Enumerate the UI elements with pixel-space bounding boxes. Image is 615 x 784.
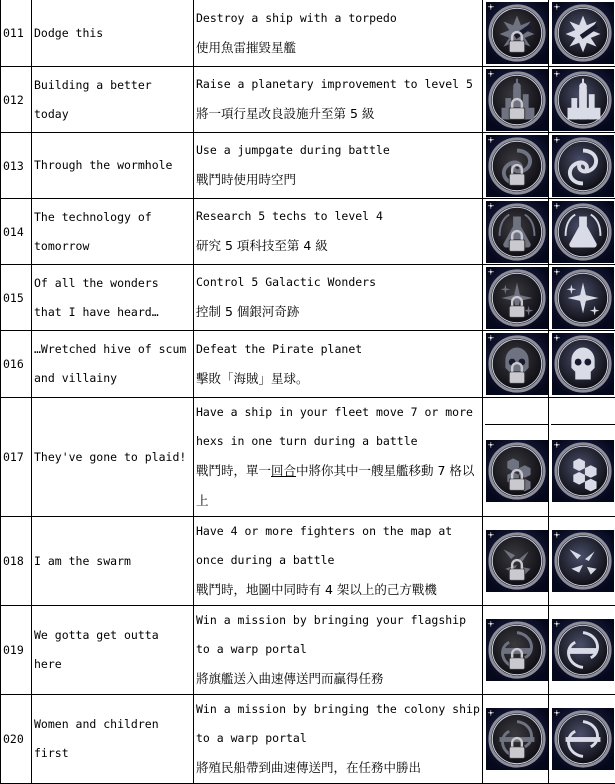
description-chinese: 將殖民船帶到曲速傳送門，在任務中勝出	[196, 760, 421, 775]
description-english: Defeat the Pirate planet	[196, 342, 362, 356]
unlocked-badge-cell	[549, 0, 615, 67]
achievement-number: 019	[1, 606, 32, 695]
locked-badge-cell	[483, 0, 549, 67]
description-english: Destroy a ship with a torpedo	[196, 11, 397, 25]
unlocked-badge-cell	[549, 331, 615, 398]
achievement-description	[194, 331, 483, 398]
description-chinese: 使用魚雷摧毀星艦	[196, 40, 296, 55]
locked-badge-cell	[483, 517, 549, 606]
skull-icon	[486, 333, 548, 395]
table-row	[1, 0, 615, 67]
unlocked-badge-cell	[549, 606, 615, 695]
sparkle-stars-icon	[552, 267, 614, 329]
achievement-number: 013	[1, 133, 32, 199]
table-row	[1, 265, 615, 331]
flagship-portal-icon	[552, 619, 614, 681]
locked-badge-cell	[483, 67, 549, 133]
table-row	[1, 133, 615, 199]
achievement-number: 012	[1, 67, 32, 133]
tech-flask-icon	[552, 201, 614, 263]
description-chinese: 將一項行星改良設施升至第 5 級	[196, 106, 374, 121]
achievement-name: They've gone to plaid!	[32, 398, 194, 517]
achievement-number: 017	[1, 398, 32, 517]
achievement-name: Dodge this	[32, 0, 194, 67]
achievement-description	[194, 606, 483, 695]
unlocked-badge-cell	[549, 199, 615, 265]
tech-flask-icon	[486, 201, 548, 263]
description-english: Raise a planetary improvement to level 5	[196, 77, 473, 91]
achievement-name: Women and children first	[32, 695, 194, 784]
fighter-swarm-icon	[486, 530, 548, 592]
fighter-swarm-icon	[552, 530, 614, 592]
achievement-name: I am the swarm	[32, 517, 194, 606]
table-row	[1, 606, 615, 695]
description-english: Win a mission by bringing your flagship to a warp portal	[196, 613, 466, 656]
achievement-name: The technology of tomorrow	[32, 199, 194, 265]
achievement-name: Building a better today	[32, 67, 194, 133]
description-chinese: 戰鬥時使用時空門	[196, 172, 296, 187]
description-english: Win a mission by bringing the colony ship to a warp portal	[196, 702, 480, 745]
unlocked-badge-cell	[549, 265, 615, 331]
achievement-description	[194, 695, 483, 784]
achievement-description	[194, 133, 483, 199]
achievement-number: 011	[1, 0, 32, 67]
description-english: Use a jumpgate during battle	[196, 143, 390, 157]
table-row	[1, 695, 615, 784]
achievement-number: 016	[1, 331, 32, 398]
unlocked-badge-cell	[549, 695, 615, 784]
description-chinese: 控制 5 個銀河奇跡	[196, 304, 299, 319]
hex-move-icon	[552, 440, 614, 502]
table-row	[1, 331, 615, 398]
achievement-description	[194, 199, 483, 265]
description-english: Have a ship in your fleet move 7 or more hexs in one turn during a battle	[196, 405, 473, 448]
achievement-number: 014	[1, 199, 32, 265]
torpedo-ship-icon	[486, 2, 548, 64]
table-row	[1, 67, 615, 133]
unlocked-badge-cell	[549, 517, 615, 606]
locked-badge-cell	[483, 331, 549, 398]
table-row	[1, 517, 615, 606]
achievement-description	[194, 517, 483, 606]
achievement-description	[194, 265, 483, 331]
wormhole-icon	[486, 135, 548, 197]
hex-move-icon	[486, 440, 548, 502]
description-chinese: 擊敗「海賊」星球。	[196, 371, 309, 386]
achievement-name: We gotta get outta here	[32, 606, 194, 695]
description-english: Research 5 techs to level 4	[196, 209, 383, 223]
locked-badge-cell	[483, 695, 549, 784]
unlocked-badge-cell	[549, 398, 615, 517]
skull-icon	[552, 333, 614, 395]
colony-ship-portal-icon	[486, 708, 548, 770]
achievement-number: 015	[1, 265, 32, 331]
flagship-portal-icon	[486, 619, 548, 681]
achievement-number: 020	[1, 695, 32, 784]
description-chinese: 將旗艦送入曲速傳送門而贏得任務	[196, 671, 384, 686]
sparkle-stars-icon	[486, 267, 548, 329]
description-english: Have 4 or more fighters on the map at once during a battle	[196, 524, 452, 567]
description-chinese: 戰鬥時，單一回合中將你其中一艘星艦移動 7 格以上	[196, 463, 474, 508]
achievement-description	[194, 398, 483, 517]
locked-badge-cell	[483, 606, 549, 695]
achievement-number: 018	[1, 517, 32, 606]
achievement-description	[194, 67, 483, 133]
achievement-description	[194, 0, 483, 67]
wormhole-icon	[552, 135, 614, 197]
table-row	[1, 398, 615, 517]
description-chinese: 戰鬥時，地圖中同時有 4 架以上的己方戰機	[196, 582, 437, 597]
achievement-name: Of all the wonders that I have heard…	[32, 265, 194, 331]
locked-badge-cell	[483, 199, 549, 265]
achievement-name: …Wretched hive of scum and villainy	[32, 331, 194, 398]
table-row	[1, 199, 615, 265]
description-chinese: 研究 5 項科技至第 4 級	[196, 238, 328, 253]
locked-badge-cell	[483, 398, 549, 517]
colony-ship-portal-icon	[552, 708, 614, 770]
city-skyline-icon	[486, 69, 548, 131]
achievement-name: Through the wormhole	[32, 133, 194, 199]
torpedo-ship-icon	[552, 2, 614, 64]
locked-badge-cell	[483, 133, 549, 199]
unlocked-badge-cell	[549, 133, 615, 199]
unlocked-badge-cell	[549, 67, 615, 133]
description-english: Control 5 Galactic Wonders	[196, 275, 376, 289]
city-skyline-icon	[552, 69, 614, 131]
locked-badge-cell	[483, 265, 549, 331]
